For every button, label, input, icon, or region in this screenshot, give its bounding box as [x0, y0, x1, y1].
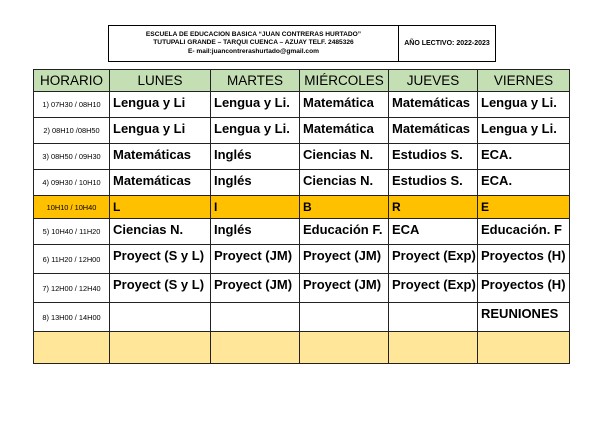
subject-cell-martes: Inglés [211, 144, 300, 170]
time-slot: 3) 08H50 / 09H30 [34, 144, 110, 170]
subject-cell-miercoles: Proyect (JM) [300, 274, 389, 303]
subject-cell-martes: I [211, 196, 300, 219]
schedule-row [34, 332, 570, 364]
schedule-header-row [34, 70, 570, 92]
subject-cell-lunes: Lengua y Li [110, 118, 211, 144]
subject-cell-martes: Lengua y Li. [211, 118, 300, 144]
subject-cell-viernes: E [478, 196, 570, 219]
subject-cell-miercoles: Proyect (JM) [300, 245, 389, 274]
subject-cell-viernes: Proyectos (H) [478, 274, 570, 303]
col-header-miercoles: MIÉRCOLES [300, 70, 389, 92]
school-info [109, 26, 399, 61]
subject-cell-lunes: Ciencias N. [110, 219, 211, 245]
col-header-viernes: VIERNES [478, 70, 570, 92]
subject-cell-jueves: Proyect (Exp) [389, 245, 478, 274]
subject-cell-viernes: Lengua y Li. [478, 118, 570, 144]
school-name: ESCUELA DE EDUCACION BASICA “JUAN CONTRERAS HURTADO” [145, 30, 362, 38]
col-header-martes: MARTES [211, 70, 300, 92]
subject-cell-martes: Inglés [211, 170, 300, 196]
subject-cell-jueves: Matemáticas [389, 92, 478, 118]
time-slot: 6) 11H20 / 12H00 [34, 245, 110, 274]
subject-cell-lunes: Matemáticas [110, 170, 211, 196]
subject-cell-martes: Lengua y Li. [211, 92, 300, 118]
subject-cell-miercoles: Matemática [300, 118, 389, 144]
subject-cell-martes: Inglés [211, 219, 300, 245]
time-slot: 10H10 / 10H40 [34, 196, 110, 219]
subject-cell-miercoles: B [300, 196, 389, 219]
schedule-row [34, 118, 570, 144]
subject-cell-martes: Proyect (JM) [211, 274, 300, 303]
col-header-jueves: JUEVES [389, 70, 478, 92]
subject-cell-viernes: Educación. F [478, 219, 570, 245]
schedule-row [34, 92, 570, 118]
subject-cell-lunes: Matemáticas [110, 144, 211, 170]
subject-cell-viernes: REUNIONES [478, 303, 570, 332]
subject-cell-lunes: Lengua y Li [110, 92, 211, 118]
schedule-row [34, 303, 570, 332]
subject-cell-martes [211, 332, 300, 364]
school-header-box [108, 25, 496, 62]
subject-cell-jueves: Estudios S. [389, 144, 478, 170]
subject-cell-lunes: Proyect (S y L) [110, 274, 211, 303]
schedule-table [33, 69, 570, 364]
time-slot: 8) 13H00 / 14H00 [34, 303, 110, 332]
col-header-lunes: LUNES [110, 70, 211, 92]
subject-cell-lunes: L [110, 196, 211, 219]
subject-cell-jueves: Matemáticas [389, 118, 478, 144]
subject-cell-viernes [478, 332, 570, 364]
subject-cell-miercoles: Matemática [300, 92, 389, 118]
time-slot: 2) 08H10 /08H50 [34, 118, 110, 144]
subject-cell-jueves: R [389, 196, 478, 219]
schedule-row [34, 196, 570, 219]
time-slot: 4) 09H30 / 10H10 [34, 170, 110, 196]
subject-cell-martes [211, 303, 300, 332]
col-header-horario: HORARIO [34, 70, 110, 92]
schedule-row [34, 144, 570, 170]
subject-cell-lunes: Proyect (S y L) [110, 245, 211, 274]
subject-cell-viernes: Lengua y Li. [478, 92, 570, 118]
time-slot: 7) 12H00 / 12H40 [34, 274, 110, 303]
schedule-row [34, 170, 570, 196]
school-year: AÑO LECTIVO: 2022-2023 [404, 40, 490, 47]
subject-cell-miercoles [300, 303, 389, 332]
subject-cell-jueves: Estudios S. [389, 170, 478, 196]
subject-cell-viernes: Proyectos (H) [478, 245, 570, 274]
subject-cell-martes: Proyect (JM) [211, 245, 300, 274]
subject-cell-jueves [389, 332, 478, 364]
school-email: E- mail:juancontrerashurtado@gmail.com [187, 47, 319, 55]
schedule-row [34, 219, 570, 245]
subject-cell-jueves: Proyect (Exp) [389, 274, 478, 303]
schedule-row [34, 274, 570, 303]
subject-cell-viernes: ECA. [478, 170, 570, 196]
subject-cell-lunes [110, 332, 211, 364]
time-slot: 1) 07H30 / 08H10 [34, 92, 110, 118]
subject-cell-miercoles: Ciencias N. [300, 170, 389, 196]
subject-cell-jueves [389, 303, 478, 332]
schedule-row [34, 245, 570, 274]
subject-cell-jueves: ECA [389, 219, 478, 245]
subject-cell-miercoles [300, 332, 389, 364]
subject-cell-lunes [110, 303, 211, 332]
subject-cell-miercoles: Ciencias N. [300, 144, 389, 170]
subject-cell-miercoles: Educación F. [300, 219, 389, 245]
time-slot: 5) 10H40 / 11H20 [34, 219, 110, 245]
subject-cell-viernes: ECA. [478, 144, 570, 170]
school-address: TUTUPALI GRANDE – TARQUI CUENCA – AZUAY TELF. 2485326 [153, 39, 354, 47]
time-slot [34, 332, 110, 364]
